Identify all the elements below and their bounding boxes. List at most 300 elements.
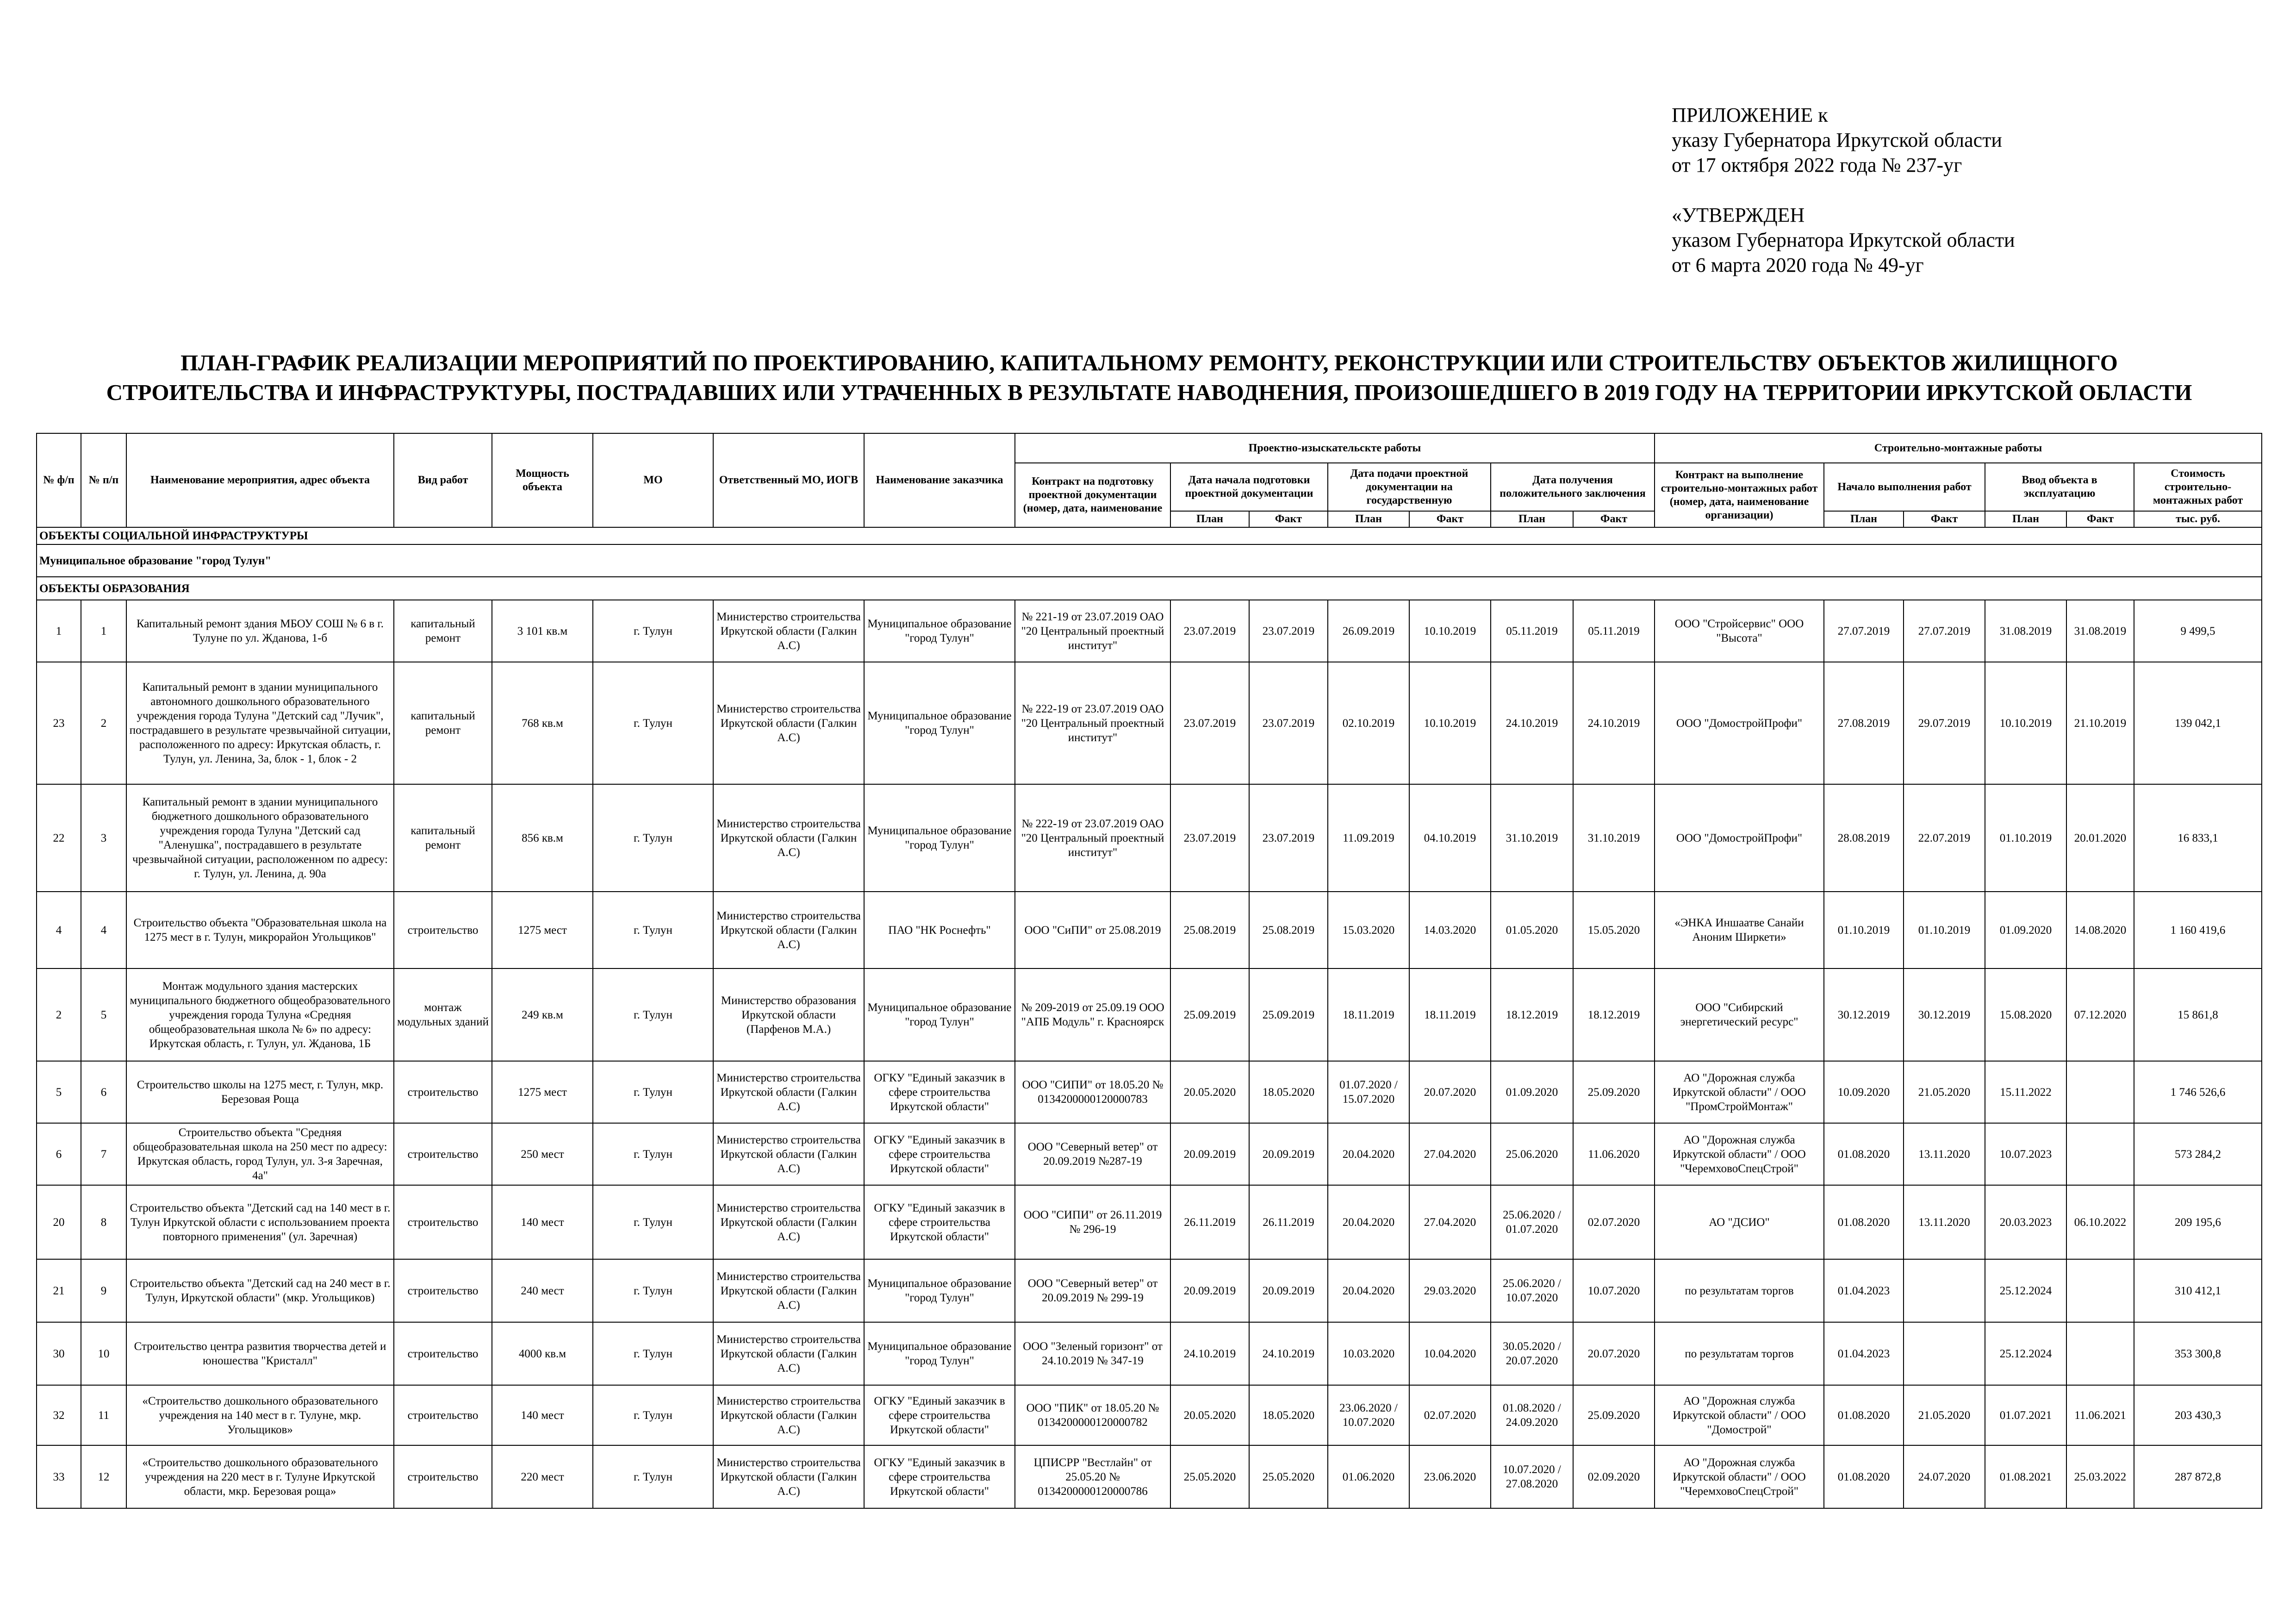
cell-build-start-fact: 29.07.2019 [1904,662,1985,784]
cell-conclusion-plan: 30.05.2020 / 20.07.2020 [1491,1322,1573,1385]
cell-work-type: строительство [394,1322,492,1385]
cell-design-submit-plan: 20.04.2020 [1328,1123,1409,1185]
cell-work-type: монтаж модульных зданий [394,968,492,1061]
header-npp: № п/п [81,433,126,527]
cell-design-start-fact: 25.09.2019 [1249,968,1328,1061]
cell-mo: г. Тулун [593,1185,713,1259]
cell-build-start-fact: 01.10.2019 [1904,892,1985,968]
cell-customer: Муниципальное образование "город Тулун" [864,784,1015,892]
cell-commission-plan: 25.12.2024 [1985,1322,2066,1385]
cell-design-contract: ООО "Зеленый горизонт" от 24.10.2019 № 347-19 [1015,1322,1170,1385]
cell-design-submit-plan: 20.04.2020 [1328,1185,1409,1259]
cell-responsible: Министерство строительства Иркутской области (Галкин А.С) [713,662,864,784]
cell-design-start-fact: 18.05.2020 [1249,1061,1328,1123]
cell-build-start-fact: 30.12.2019 [1904,968,1985,1061]
cell-mo: г. Тулун [593,1061,713,1123]
cell-npp: 4 [81,892,126,968]
header-design-contract: Контракт на подготовку проектной документации (номер, дата, наименование [1015,463,1170,527]
cell-capacity: 856 кв.м [492,784,593,892]
cell-work-type: строительство [394,1445,492,1508]
cell-npp: 11 [81,1385,126,1445]
cell-design-start-plan: 23.07.2019 [1170,784,1249,892]
cell-customer: Муниципальное образование "город Тулун" [864,1322,1015,1385]
cell-cost: 203 430,3 [2134,1385,2262,1445]
cell-design-start-plan: 25.08.2019 [1170,892,1249,968]
table-row [37,1385,2262,1445]
cell-mo: г. Тулун [593,1123,713,1185]
cell-customer: ОГКУ "Единый заказчик в сфере строительства Иркутской области" [864,1385,1015,1445]
header-plan: План [1328,511,1409,527]
cell-build-start-fact [1904,1259,1985,1322]
cell-npp: 10 [81,1322,126,1385]
cell-customer: ОГКУ "Единый заказчик в сфере строительства Иркутской области" [864,1185,1015,1259]
cell-commission-plan: 25.12.2024 [1985,1259,2066,1322]
cell-build-contract: АО "Дорожная служба Иркутской области" / ООО "Домострой" [1655,1385,1824,1445]
cell-name: Капитальный ремонт в здании муниципального автономного дошкольного образовательного учреждения города Тулуна "Детский сад "Лучик", пострадавшего в результате чрезвычайной ситуации, расположенного по адресу: Иркутская область, г. Тулун, ул. Ленина, 3а, блок - 1, блок - 2 [126,662,394,784]
cell-build-start-plan: 01.08.2020 [1824,1123,1904,1185]
cell-conclusion-plan: 01.05.2020 [1491,892,1573,968]
header-mo: МО [593,433,713,527]
cell-name: Капитальный ремонт в здании муниципального бюджетного дошкольного образовательного учреждения города Тулуна "Детский сад "Аленушка", пострадавшего в результате чрезвычайной ситуации, расположенном по адресу: г. Тулун, ул. Ленина, д. 90а [126,784,394,892]
cell-build-contract: АО "Дорожная служба Иркутской области" / ООО "ЧеремховоСпецСтрой" [1655,1123,1824,1185]
cell-design-submit-fact: 02.07.2020 [1409,1385,1491,1445]
cell-commission-fact: 20.01.2020 [2066,784,2134,892]
cell-design-submit-fact: 27.04.2020 [1409,1185,1491,1259]
cell-responsible: Министерство строительства Иркутской области (Галкин А.С) [713,892,864,968]
title-line: ПЛАН-ГРАФИК РЕАЛИЗАЦИИ МЕРОПРИЯТИЙ ПО ПРОЕКТИРОВАНИЮ, КАПИТАЛЬНОМУ РЕМОНТУ, РЕКОНСТРУКЦИИ ИЛИ СТРОИТЕЛЬСТВУ ОБЪЕКТОВ ЖИЛИЩНОГО [180,350,2118,375]
cell-nfp: 5 [37,1061,81,1123]
cell-responsible: Министерство строительства Иркутской области (Галкин А.С) [713,1123,864,1185]
cell-commission-plan: 10.10.2019 [1985,662,2066,784]
cell-build-start-fact: 27.07.2019 [1904,600,1985,662]
header-nfp: № ф/п [37,433,81,527]
header-fact: Факт [1249,511,1328,527]
cell-capacity: 140 мест [492,1385,593,1445]
cell-mo: г. Тулун [593,892,713,968]
cell-design-start-fact: 23.07.2019 [1249,784,1328,892]
cell-conclusion-fact: 24.10.2019 [1573,662,1655,784]
cell-customer: Муниципальное образование "город Тулун" [864,1259,1015,1322]
cell-mo: г. Тулун [593,968,713,1061]
header-work-type: Вид работ [394,433,492,527]
cell-conclusion-fact: 10.07.2020 [1573,1259,1655,1322]
header-commission: Ввод объекта в эксплуатацию [1985,463,2134,511]
cell-design-start-fact: 20.09.2019 [1249,1123,1328,1185]
cell-design-contract: ООО "Северный ветер" от 20.09.2019 №287-19 [1015,1123,1170,1185]
cell-design-submit-fact: 27.04.2020 [1409,1123,1491,1185]
cell-mo: г. Тулун [593,600,713,662]
cell-cost: 310 412,1 [2134,1259,2262,1322]
cell-design-submit-fact: 14.03.2020 [1409,892,1491,968]
cell-responsible: Министерство строительства Иркутской области (Галкин А.С) [713,1061,864,1123]
cell-commission-plan: 15.11.2022 [1985,1061,2066,1123]
cell-conclusion-plan: 05.11.2019 [1491,600,1573,662]
cell-work-type: строительство [394,1123,492,1185]
header-plan: План [1170,511,1249,527]
cell-conclusion-fact: 31.10.2019 [1573,784,1655,892]
cell-commission-fact: 06.10.2022 [2066,1185,2134,1259]
cell-design-submit-fact: 10.04.2020 [1409,1322,1491,1385]
cell-design-start-fact: 23.07.2019 [1249,662,1328,784]
cell-work-type: строительство [394,1061,492,1123]
cell-design-submit-plan: 10.03.2020 [1328,1322,1409,1385]
cell-design-contract: № 222-19 от 23.07.2019 ОАО "20 Центральный проектный институт" [1015,784,1170,892]
cell-responsible: Министерство строительства Иркутской области (Галкин А.С) [713,1322,864,1385]
cell-npp: 1 [81,600,126,662]
cell-commission-fact [2066,1259,2134,1322]
cell-build-start-fact: 22.07.2019 [1904,784,1985,892]
table-row [37,600,2262,662]
cell-build-start-plan: 10.09.2020 [1824,1061,1904,1123]
header-customer: Наименование заказчика [864,433,1015,527]
cell-build-start-plan: 27.08.2019 [1824,662,1904,784]
cell-build-start-fact: 24.07.2020 [1904,1445,1985,1508]
cell-capacity: 249 кв.м [492,968,593,1061]
cell-design-submit-plan: 02.10.2019 [1328,662,1409,784]
header-plan: План [1824,511,1904,527]
cell-conclusion-plan: 25.06.2020 / 10.07.2020 [1491,1259,1573,1322]
cell-design-contract: ООО "СИПИ" от 26.11.2019 № 296-19 [1015,1185,1170,1259]
cell-design-start-fact: 25.05.2020 [1249,1445,1328,1508]
cell-work-type: капитальный ремонт [394,662,492,784]
cell-design-submit-plan: 01.07.2020 / 15.07.2020 [1328,1061,1409,1123]
cell-capacity: 220 мест [492,1445,593,1508]
cell-design-submit-fact: 04.10.2019 [1409,784,1491,892]
cell-design-start-plan: 25.05.2020 [1170,1445,1249,1508]
cell-commission-fact: 07.12.2020 [2066,968,2134,1061]
header-design-start: Дата начала подготовки проектной документации [1170,463,1328,511]
cell-conclusion-fact: 25.09.2020 [1573,1061,1655,1123]
cell-npp: 7 [81,1123,126,1185]
approval-header [1672,103,2015,278]
cell-nfp: 2 [37,968,81,1061]
cell-npp: 3 [81,784,126,892]
cell-capacity: 240 мест [492,1259,593,1322]
header-capacity: Мощность объекта [492,433,593,527]
cell-build-start-fact: 21.05.2020 [1904,1061,1985,1123]
cell-commission-fact: 21.10.2019 [2066,662,2134,784]
cell-conclusion-plan: 01.09.2020 [1491,1061,1573,1123]
cell-name: «Строительство дошкольного образовательного учреждения на 220 мест в г. Тулуне Иркутской области, мкр. Березовая роща» [126,1445,394,1508]
cell-nfp: 1 [37,600,81,662]
cell-nfp: 30 [37,1322,81,1385]
table-row [37,1185,2262,1259]
cell-build-contract: по результатам торгов [1655,1259,1824,1322]
cell-responsible: Министерство строительства Иркутской области (Галкин А.С) [713,1259,864,1322]
cell-npp: 12 [81,1445,126,1508]
header-fact: Факт [1904,511,1985,527]
cell-npp: 8 [81,1185,126,1259]
header-line: указу Губернатора Иркутской области [1672,129,2002,151]
cell-commission-fact [2066,1322,2134,1385]
cell-conclusion-plan: 01.08.2020 / 24.09.2020 [1491,1385,1573,1445]
table-row [37,892,2262,968]
cell-capacity: 1275 мест [492,1061,593,1123]
cell-commission-fact: 11.06.2021 [2066,1385,2134,1445]
header-responsible: Ответственный МО, ИОГВ [713,433,864,527]
header-line: указом Губернатора Иркутской области [1672,229,2015,251]
cell-design-contract: ООО "ПИК" от 18.05.20 № 0134200000120000782 [1015,1385,1170,1445]
cell-design-start-plan: 24.10.2019 [1170,1322,1249,1385]
cell-name: Строительство объекта "Средняя общеобразовательная школа на 250 мест по адресу: Иркутская область, город Тулун, ул. 3-я Заречная, 4а" [126,1123,394,1185]
section-social: ОБЪЕКТЫ СОЦИАЛЬНОЙ ИНФРАСТРУКТУРЫ [37,527,2262,544]
cell-conclusion-plan: 24.10.2019 [1491,662,1573,784]
cell-build-contract: ООО "ДомостройПрофи" [1655,662,1824,784]
cell-commission-plan: 01.07.2021 [1985,1385,2066,1445]
cell-conclusion-fact: 11.06.2020 [1573,1123,1655,1185]
cell-cost: 287 872,8 [2134,1445,2262,1508]
cell-commission-plan: 01.08.2021 [1985,1445,2066,1508]
cell-responsible: Министерство строительства Иркутской области (Галкин А.С) [713,1385,864,1445]
cell-build-start-fact: 13.11.2020 [1904,1185,1985,1259]
cell-build-contract: «ЭНКА Иншаатве Санайи Аноним Ширкети» [1655,892,1824,968]
cell-mo: г. Тулун [593,1259,713,1322]
cell-capacity: 3 101 кв.м [492,600,593,662]
cell-commission-plan: 01.09.2020 [1985,892,2066,968]
header-design-submit: Дата подачи проектной документации на государственную [1328,463,1491,511]
cell-cost: 9 499,5 [2134,600,2262,662]
cell-design-start-plan: 25.09.2019 [1170,968,1249,1061]
table-row [37,662,2262,784]
cell-design-start-fact: 26.11.2019 [1249,1185,1328,1259]
cell-nfp: 23 [37,662,81,784]
cell-cost: 353 300,8 [2134,1322,2262,1385]
cell-customer: ОГКУ "Единый заказчик в сфере строительства Иркутской области" [864,1123,1015,1185]
header-cost: Стоимость строительно-монтажных работ [2134,463,2262,511]
table-row [37,1445,2262,1508]
cell-commission-fact: 25.03.2022 [2066,1445,2134,1508]
cell-design-start-plan: 26.11.2019 [1170,1185,1249,1259]
cell-build-start-fact: 13.11.2020 [1904,1123,1985,1185]
table-row [37,1259,2262,1322]
cell-name: Монтаж модульного здания мастерских муниципального бюджетного общеобразовательного учреждения города Тулуна «Средняя общеобразовательная школа № 6» по адресу: Иркутская область, г. Тулун, ул. Жданова, 1Б [126,968,394,1061]
cell-build-contract: ООО "Стройсервис" ООО "Высота" [1655,600,1824,662]
cell-design-start-plan: 20.05.2020 [1170,1385,1249,1445]
cell-cost: 573 284,2 [2134,1123,2262,1185]
cell-build-start-plan: 30.12.2019 [1824,968,1904,1061]
header-design-conclusion: Дата получения положительного заключения [1491,463,1655,511]
cell-design-contract: ООО "СИПИ" от 18.05.20 № 0134200000120000783 [1015,1061,1170,1123]
cell-build-contract: АО "Дорожная служба Иркутской области" / ООО "ЧеремховоСпецСтрой" [1655,1445,1824,1508]
cell-name: «Строительство дошкольного образовательного учреждения на 140 мест в г. Тулуне, мкр. Угольщиков» [126,1385,394,1445]
cell-build-start-plan: 01.04.2023 [1824,1322,1904,1385]
cell-nfp: 20 [37,1185,81,1259]
cell-responsible: Министерство строительства Иркутской области (Галкин А.С) [713,1445,864,1508]
cell-responsible: Министерство строительства Иркутской области (Галкин А.С) [713,600,864,662]
cell-commission-plan: 20.03.2023 [1985,1185,2066,1259]
cell-work-type: строительство [394,1185,492,1259]
cell-conclusion-plan: 31.10.2019 [1491,784,1573,892]
cell-build-start-fact [1904,1322,1985,1385]
cell-build-start-plan: 01.08.2020 [1824,1445,1904,1508]
cell-conclusion-fact: 02.07.2020 [1573,1185,1655,1259]
cell-design-submit-fact: 23.06.2020 [1409,1445,1491,1508]
header-cost-unit: тыс. руб. [2134,511,2262,527]
cell-conclusion-fact: 15.05.2020 [1573,892,1655,968]
cell-work-type: капитальный ремонт [394,600,492,662]
schedule-table [36,433,2262,1509]
cell-npp: 5 [81,968,126,1061]
cell-customer: Муниципальное образование "город Тулун" [864,662,1015,784]
cell-conclusion-fact: 18.12.2019 [1573,968,1655,1061]
title-line: СТРОИТЕЛЬСТВА И ИНФРАСТРУКТУРЫ, ПОСТРАДАВШИХ ИЛИ УТРАЧЕННЫХ В РЕЗУЛЬТАТЕ НАВОДНЕНИЯ, ПРОИЗОШЕДШЕГО В 2019 ГОДУ НА ТЕРРИТОРИИ ИРКУТСКОЙ ОБЛАСТИ [106,380,2192,405]
cell-design-contract: ООО "Северный ветер" от 20.09.2019 № 299-19 [1015,1259,1170,1322]
cell-design-start-fact: 20.09.2019 [1249,1259,1328,1322]
cell-commission-plan: 10.07.2023 [1985,1123,2066,1185]
cell-cost: 16 833,1 [2134,784,2262,892]
cell-design-start-fact: 24.10.2019 [1249,1322,1328,1385]
cell-name: Строительство школы на 1275 мест, г. Тулун, мкр. Березовая Роща [126,1061,394,1123]
cell-work-type: строительство [394,1385,492,1445]
cell-npp: 2 [81,662,126,784]
header-line: ПРИЛОЖЕНИЕ к [1672,104,1828,126]
cell-capacity: 1275 мест [492,892,593,968]
table-row [37,784,2262,892]
cell-design-contract: № 222-19 от 23.07.2019 ОАО "20 Центральный проектный институт" [1015,662,1170,784]
cell-conclusion-fact: 02.09.2020 [1573,1445,1655,1508]
cell-commission-fact: 31.08.2019 [2066,600,2134,662]
cell-commission-fact: 14.08.2020 [2066,892,2134,968]
cell-responsible: Министерство строительства Иркутской области (Галкин А.С) [713,784,864,892]
cell-mo: г. Тулун [593,784,713,892]
cell-mo: г. Тулун [593,1322,713,1385]
cell-work-type: строительство [394,1259,492,1322]
cell-name: Капитальный ремонт здания МБОУ СОШ № 6 в г. Тулуне по ул. Жданова, 1-б [126,600,394,662]
cell-cost: 209 195,6 [2134,1185,2262,1259]
cell-npp: 6 [81,1061,126,1123]
header-build-contract: Контракт на выполнение строительно-монтажных работ (номер, дата, наименование организации) [1655,463,1824,527]
cell-nfp: 22 [37,784,81,892]
cell-design-contract: № 221-19 от 23.07.2019 ОАО "20 Центральный проектный институт" [1015,600,1170,662]
cell-design-start-fact: 25.08.2019 [1249,892,1328,968]
cell-name: Строительство объекта "Образовательная школа на 1275 мест в г. Тулун, микрорайон Угольщиков" [126,892,394,968]
cell-name: Строительство объекта "Детский сад на 240 мест в г. Тулун, Иркутской области" (мкр. Угольщиков) [126,1259,394,1322]
cell-nfp: 21 [37,1259,81,1322]
cell-build-contract: АО "ДСИО" [1655,1185,1824,1259]
cell-design-start-plan: 23.07.2019 [1170,600,1249,662]
cell-design-submit-plan: 01.06.2020 [1328,1445,1409,1508]
header-fact: Факт [1409,511,1491,527]
header-construction-group: Строительно-монтажные работы [1655,433,2262,463]
cell-mo: г. Тулун [593,662,713,784]
cell-build-start-fact: 21.05.2020 [1904,1385,1985,1445]
cell-commission-plan: 01.10.2019 [1985,784,2066,892]
cell-conclusion-plan: 25.06.2020 [1491,1123,1573,1185]
cell-nfp: 33 [37,1445,81,1508]
cell-design-start-fact: 18.05.2020 [1249,1385,1328,1445]
header-name: Наименование мероприятия, адрес объекта [126,433,394,527]
cell-capacity: 768 кв.м [492,662,593,784]
header-plan: План [1985,511,2066,527]
cell-design-contract: ООО "СиПИ" от 25.08.2019 [1015,892,1170,968]
cell-name: Строительство объекта "Детский сад на 140 мест в г. Тулун Иркутской области с использованием проекта повторного применения" (ул. Заречная) [126,1185,394,1259]
header-fact: Факт [1573,511,1655,527]
cell-commission-plan: 15.08.2020 [1985,968,2066,1061]
cell-design-submit-plan: 11.09.2019 [1328,784,1409,892]
header-line: от 17 октября 2022 года № 237-уг [1672,154,1962,176]
cell-cost: 1 746 526,6 [2134,1061,2262,1123]
cell-design-start-plan: 20.05.2020 [1170,1061,1249,1123]
cell-capacity: 140 мест [492,1185,593,1259]
cell-build-start-plan: 27.07.2019 [1824,600,1904,662]
cell-mo: г. Тулун [593,1385,713,1445]
document-title [36,348,2262,407]
cell-nfp: 32 [37,1385,81,1445]
cell-conclusion-plan: 25.06.2020 / 01.07.2020 [1491,1185,1573,1259]
cell-commission-fact [2066,1123,2134,1185]
cell-customer: ОГКУ "Единый заказчик в сфере строительства Иркутской области" [864,1061,1015,1123]
cell-cost: 1 160 419,6 [2134,892,2262,968]
cell-conclusion-fact: 25.09.2020 [1573,1385,1655,1445]
cell-build-start-plan: 01.04.2023 [1824,1259,1904,1322]
cell-work-type: капитальный ремонт [394,784,492,892]
cell-design-start-plan: 20.09.2019 [1170,1259,1249,1322]
cell-design-submit-plan: 20.04.2020 [1328,1259,1409,1322]
cell-customer: Муниципальное образование "город Тулун" [864,968,1015,1061]
cell-conclusion-fact: 05.11.2019 [1573,600,1655,662]
cell-design-submit-fact: 29.03.2020 [1409,1259,1491,1322]
cell-conclusion-fact: 20.07.2020 [1573,1322,1655,1385]
cell-customer: Муниципальное образование "город Тулун" [864,600,1015,662]
cell-design-submit-plan: 15.03.2020 [1328,892,1409,968]
cell-conclusion-plan: 10.07.2020 / 27.08.2020 [1491,1445,1573,1508]
cell-build-contract: по результатам торгов [1655,1322,1824,1385]
cell-work-type: строительство [394,892,492,968]
cell-npp: 9 [81,1259,126,1322]
section-municipality: Муниципальное образование "город Тулун" [37,544,2262,577]
cell-design-submit-plan: 26.09.2019 [1328,600,1409,662]
table-row [37,1123,2262,1185]
cell-design-contract: № 209-2019 от 25.09.19 ООО "АПБ Модуль" г. Красноярск [1015,968,1170,1061]
cell-cost: 15 861,8 [2134,968,2262,1061]
cell-commission-fact [2066,1061,2134,1123]
cell-design-contract: ЦПИСРР "Вестлайн" от 25.05.20 № 0134200000120000786 [1015,1445,1170,1508]
table-row [37,1061,2262,1123]
header-line: «УТВЕРЖДЕН [1672,204,1805,226]
cell-responsible: Министерство образования Иркутской области (Парфенов М.А.) [713,968,864,1061]
cell-build-start-plan: 01.08.2020 [1824,1385,1904,1445]
cell-build-contract: ООО "Сибирский энергетический ресурс" [1655,968,1824,1061]
cell-name: Строительство центра развития творчества детей и юношества "Кристалл" [126,1322,394,1385]
cell-design-submit-fact: 20.07.2020 [1409,1061,1491,1123]
cell-capacity: 4000 кв.м [492,1322,593,1385]
table-row [37,1322,2262,1385]
header-fact: Факт [2066,511,2134,527]
cell-build-start-plan: 28.08.2019 [1824,784,1904,892]
header-line: от 6 марта 2020 года № 49-уг [1672,254,1924,276]
cell-commission-plan: 31.08.2019 [1985,600,2066,662]
cell-design-submit-fact: 10.10.2019 [1409,600,1491,662]
cell-customer: ПАО "НК Роснефть" [864,892,1015,968]
cell-cost: 139 042,1 [2134,662,2262,784]
cell-design-start-plan: 20.09.2019 [1170,1123,1249,1185]
cell-nfp: 6 [37,1123,81,1185]
cell-design-submit-fact: 10.10.2019 [1409,662,1491,784]
cell-design-submit-plan: 18.11.2019 [1328,968,1409,1061]
cell-conclusion-plan: 18.12.2019 [1491,968,1573,1061]
cell-build-start-plan: 01.08.2020 [1824,1185,1904,1259]
cell-design-submit-plan: 23.06.2020 / 10.07.2020 [1328,1385,1409,1445]
cell-design-start-plan: 23.07.2019 [1170,662,1249,784]
section-education: ОБЪЕКТЫ ОБРАЗОВАНИЯ [37,577,2262,600]
table-row [37,968,2262,1061]
header-survey-group: Проектно-изыскательсктe работы [1015,433,1655,463]
header-build-start: Начало выполнения работ [1824,463,1985,511]
cell-build-contract: ООО "ДомостройПрофи" [1655,784,1824,892]
cell-design-submit-fact: 18.11.2019 [1409,968,1491,1061]
cell-mo: г. Тулун [593,1445,713,1508]
cell-nfp: 4 [37,892,81,968]
